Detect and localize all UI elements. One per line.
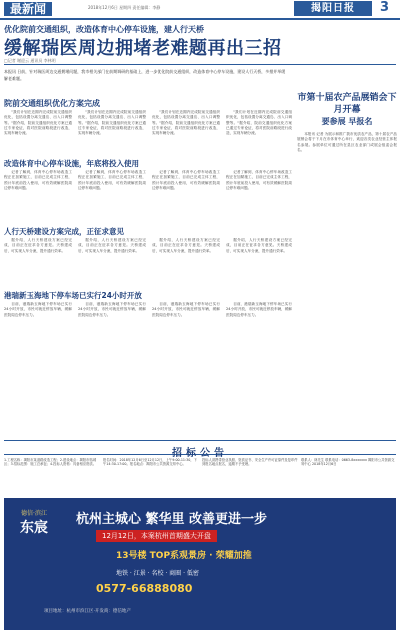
notice-title: 招标公告 (172, 448, 228, 459)
sidebar-title: 市第十届农产品展销会下月开幕 (297, 93, 397, 115)
ad-features: 地铁 · 江景 · 名校 · 商圈 · 低密 (116, 570, 199, 577)
page-header (0, 0, 400, 20)
ad-banner[interactable] (4, 498, 396, 630)
body-s1-col1 (4, 110, 72, 154)
paragraph: "我们计划在近期内完成院前交通组织优化，包括设置分离交通岛、出入口调整等。"据介绍，院前交通组织优化方案已通过专家论证，将对医院前路段进行改造，实现车辆分流。 (4, 110, 72, 136)
paragraph: 据介绍，人行天桥建设方案已经完成，目前正在征求各方意见。天桥建成后，可实现人车分流，提升通行效率。 (152, 238, 220, 253)
body-s2-col2 (78, 170, 146, 222)
body-s3-col3 (152, 238, 220, 286)
subhead-3: 人行天桥建设方案完成，正征求意见 (4, 227, 124, 236)
body-s4-col4 (226, 302, 292, 434)
paragraph: "我们计划在近期内完成院前交通组织优化，包括设置分离交通岛、出入口调整等。"据介绍，院前交通组织优化方案已通过专家论证，将对医院前路段进行改造，实现车辆分流。 (78, 110, 146, 136)
body-s2-col1 (4, 170, 72, 222)
ad-headline: 杭州主城心 繁华里 改善更进一步 (76, 512, 268, 527)
notice-col-1: 1.工程名称：揭阳市某道路改造工程；2.建设地点：揭阳市榕城区；3.招标范围：施工总承包；4.投标人资格：具备相应资质。 (4, 458, 97, 467)
body-s2-col3 (152, 170, 220, 222)
ad-building: 13号楼 TOP系观景房 · 荣耀加推 (116, 551, 252, 561)
notice-columns (4, 458, 396, 496)
body-s1-col2 (78, 110, 146, 154)
paragraph: 据介绍，人行天桥建设方案已经完成，目前正在征求各方意见。天桥建成后，可实现人车分流，提升通行效率。 (78, 238, 146, 253)
subhead-1: 院前交通组织优化方案完成 (4, 99, 100, 108)
notice-col-3: 投标人须携带营业执照、资质证书、安全生产许可证原件及复印件到报名地点报名，逾期不予受理。 (202, 458, 298, 467)
body-s1-col4 (226, 110, 292, 154)
sidebar-subtitle: 要参展 早报名 (321, 117, 373, 126)
divider (4, 64, 396, 65)
paragraph: 记者了解到，体育中心停车场改造工程正在加紧施工，目前已完成主体工程，预计年底前投入使用，可有效缓解医院周边停车难问题。 (226, 170, 292, 190)
paragraph: 目前，港瑞新玉海地下停车场已实行24小时开放，市民可就近停放车辆，缓解医院周边停车压力。 (152, 302, 220, 317)
article-byline: □记者 谢迎云 通讯员 李林明 (4, 58, 56, 63)
page-number: 3 (380, 0, 390, 15)
ad-address: 项目地址：杭州市滨江区·开发商：德信地产 (44, 609, 131, 614)
ad-phone: 0577-66888080 (96, 582, 193, 595)
paragraph: 据介绍，人行天桥建设方案已经完成，目前正在征求各方意见。天桥建成后，可实现人车分流，提升通行效率。 (226, 238, 292, 253)
paragraph: "我们计划在近期内完成院前交通组织优化，包括设置分离交通岛、出入口调整等。"据介绍，院前交通组织优化方案已通过专家论证，将对医院前路段进行改造，实现车辆分流。 (226, 110, 292, 136)
sidebar-text (297, 132, 397, 428)
body-s3-col2 (78, 238, 146, 286)
notice-bar (4, 440, 396, 459)
ad-logo (12, 508, 56, 548)
paragraph: 目前，港瑞新玉海地下停车场已实行24小时开放，市民可就近停放车辆，缓解医院周边停车压力。 (78, 302, 146, 317)
paragraph: 记者了解到，体育中心停车场改造工程正在加紧施工，目前已完成主体工程，预计年底前投入使用，可有效缓解医院周边停车难问题。 (78, 170, 146, 190)
subhead-4: 港瑞新玉海地下停车场已实行24小时开放 (4, 291, 142, 300)
body-s1-col3 (152, 110, 220, 154)
body-s4-col3 (152, 302, 220, 434)
section-name: 最新闻 (4, 2, 52, 16)
paragraph: "我们计划在近期内完成院前交通组织优化，包括设置分离交通岛、出入口调整等。"据介绍，院前交通组织优化方案已通过专家论证，将对医院前路段进行改造，实现车辆分流。 (152, 110, 220, 136)
ad-brand-small: 德信·滨江 (21, 510, 47, 517)
body-s3-col1 (4, 238, 72, 286)
body-s4-col1 (4, 302, 72, 434)
paragraph: 据介绍，人行天桥建设方案已经完成，目前正在征求各方意见。天桥建成后，可实现人车分流，提升通行效率。 (4, 238, 72, 253)
ad-date: 12月12日，本案杭州首期盛大开盘 (96, 530, 217, 542)
article-lead: 本报讯 日前，针对瑞医周边交通拥堵问题，我市相关部门在前期调研的基础上，进一步优化院前交通组织，改造体育中心停车设施，建设人行天桥，多措并举缓解老难题。 (4, 69, 286, 81)
sidebar-body (297, 132, 397, 428)
article-kicker: 优化院前交通组织，改造体育中心停车设施，建人行天桥 (4, 25, 204, 34)
paragraph: 记者了解到，体育中心停车场改造工程正在加紧施工，目前已完成主体工程，预计年底前投入使用，可有效缓解医院周边停车难问题。 (152, 170, 220, 190)
ad-brand-big: 东宸 (20, 520, 48, 536)
paragraph: 目前，港瑞新玉海地下停车场已实行24小时开放，市民可就近停放车辆，缓解医院周边停车压力。 (4, 302, 72, 317)
paragraph: 本报讯 记者 为展示和推广我市优质农产品，第十届农产品展销会将于下月在市体育中心举行，欢迎各类农业经营主体报名参展。参展单位可通过所在县区农业部门或展会组委会报名。 (297, 132, 397, 152)
subhead-2: 改造体育中心停车设施，年底将投入使用 (4, 159, 139, 168)
notice-col-2: 报名时间：2018年12月6日至12月12日，上午9:00-11:30，下午14:30-17:00。报名地点：揭阳市公共资源交易中心。 (103, 458, 197, 467)
body-s4-col2 (78, 302, 146, 434)
paragraph: 记者了解到，体育中心停车场改造工程正在加紧施工，目前已完成主体工程，预计年底前投入使用，可有效缓解医院周边停车难问题。 (4, 170, 72, 190)
body-s2-col4 (226, 170, 292, 222)
article-headline: 缓解瑞医周边拥堵老难题再出三招 (4, 38, 282, 59)
sidebar-headline (297, 92, 397, 128)
newspaper-logo: 揭阳日报 (294, 1, 372, 16)
issue-meta: 2018年12月6日 星期四 责任编辑：李静 (88, 5, 161, 10)
notice-col-4: 联系人：林先生 联系电话：0663-8xxxxxxx 揭阳市公共资源交易中心 2018年12月6日 (301, 458, 395, 467)
body-s3-col4 (226, 238, 292, 286)
paragraph: 目前，港瑞新玉海地下停车场已实行24小时开放，市民可就近停放车辆，缓解医院周边停车压力。 (226, 302, 292, 317)
